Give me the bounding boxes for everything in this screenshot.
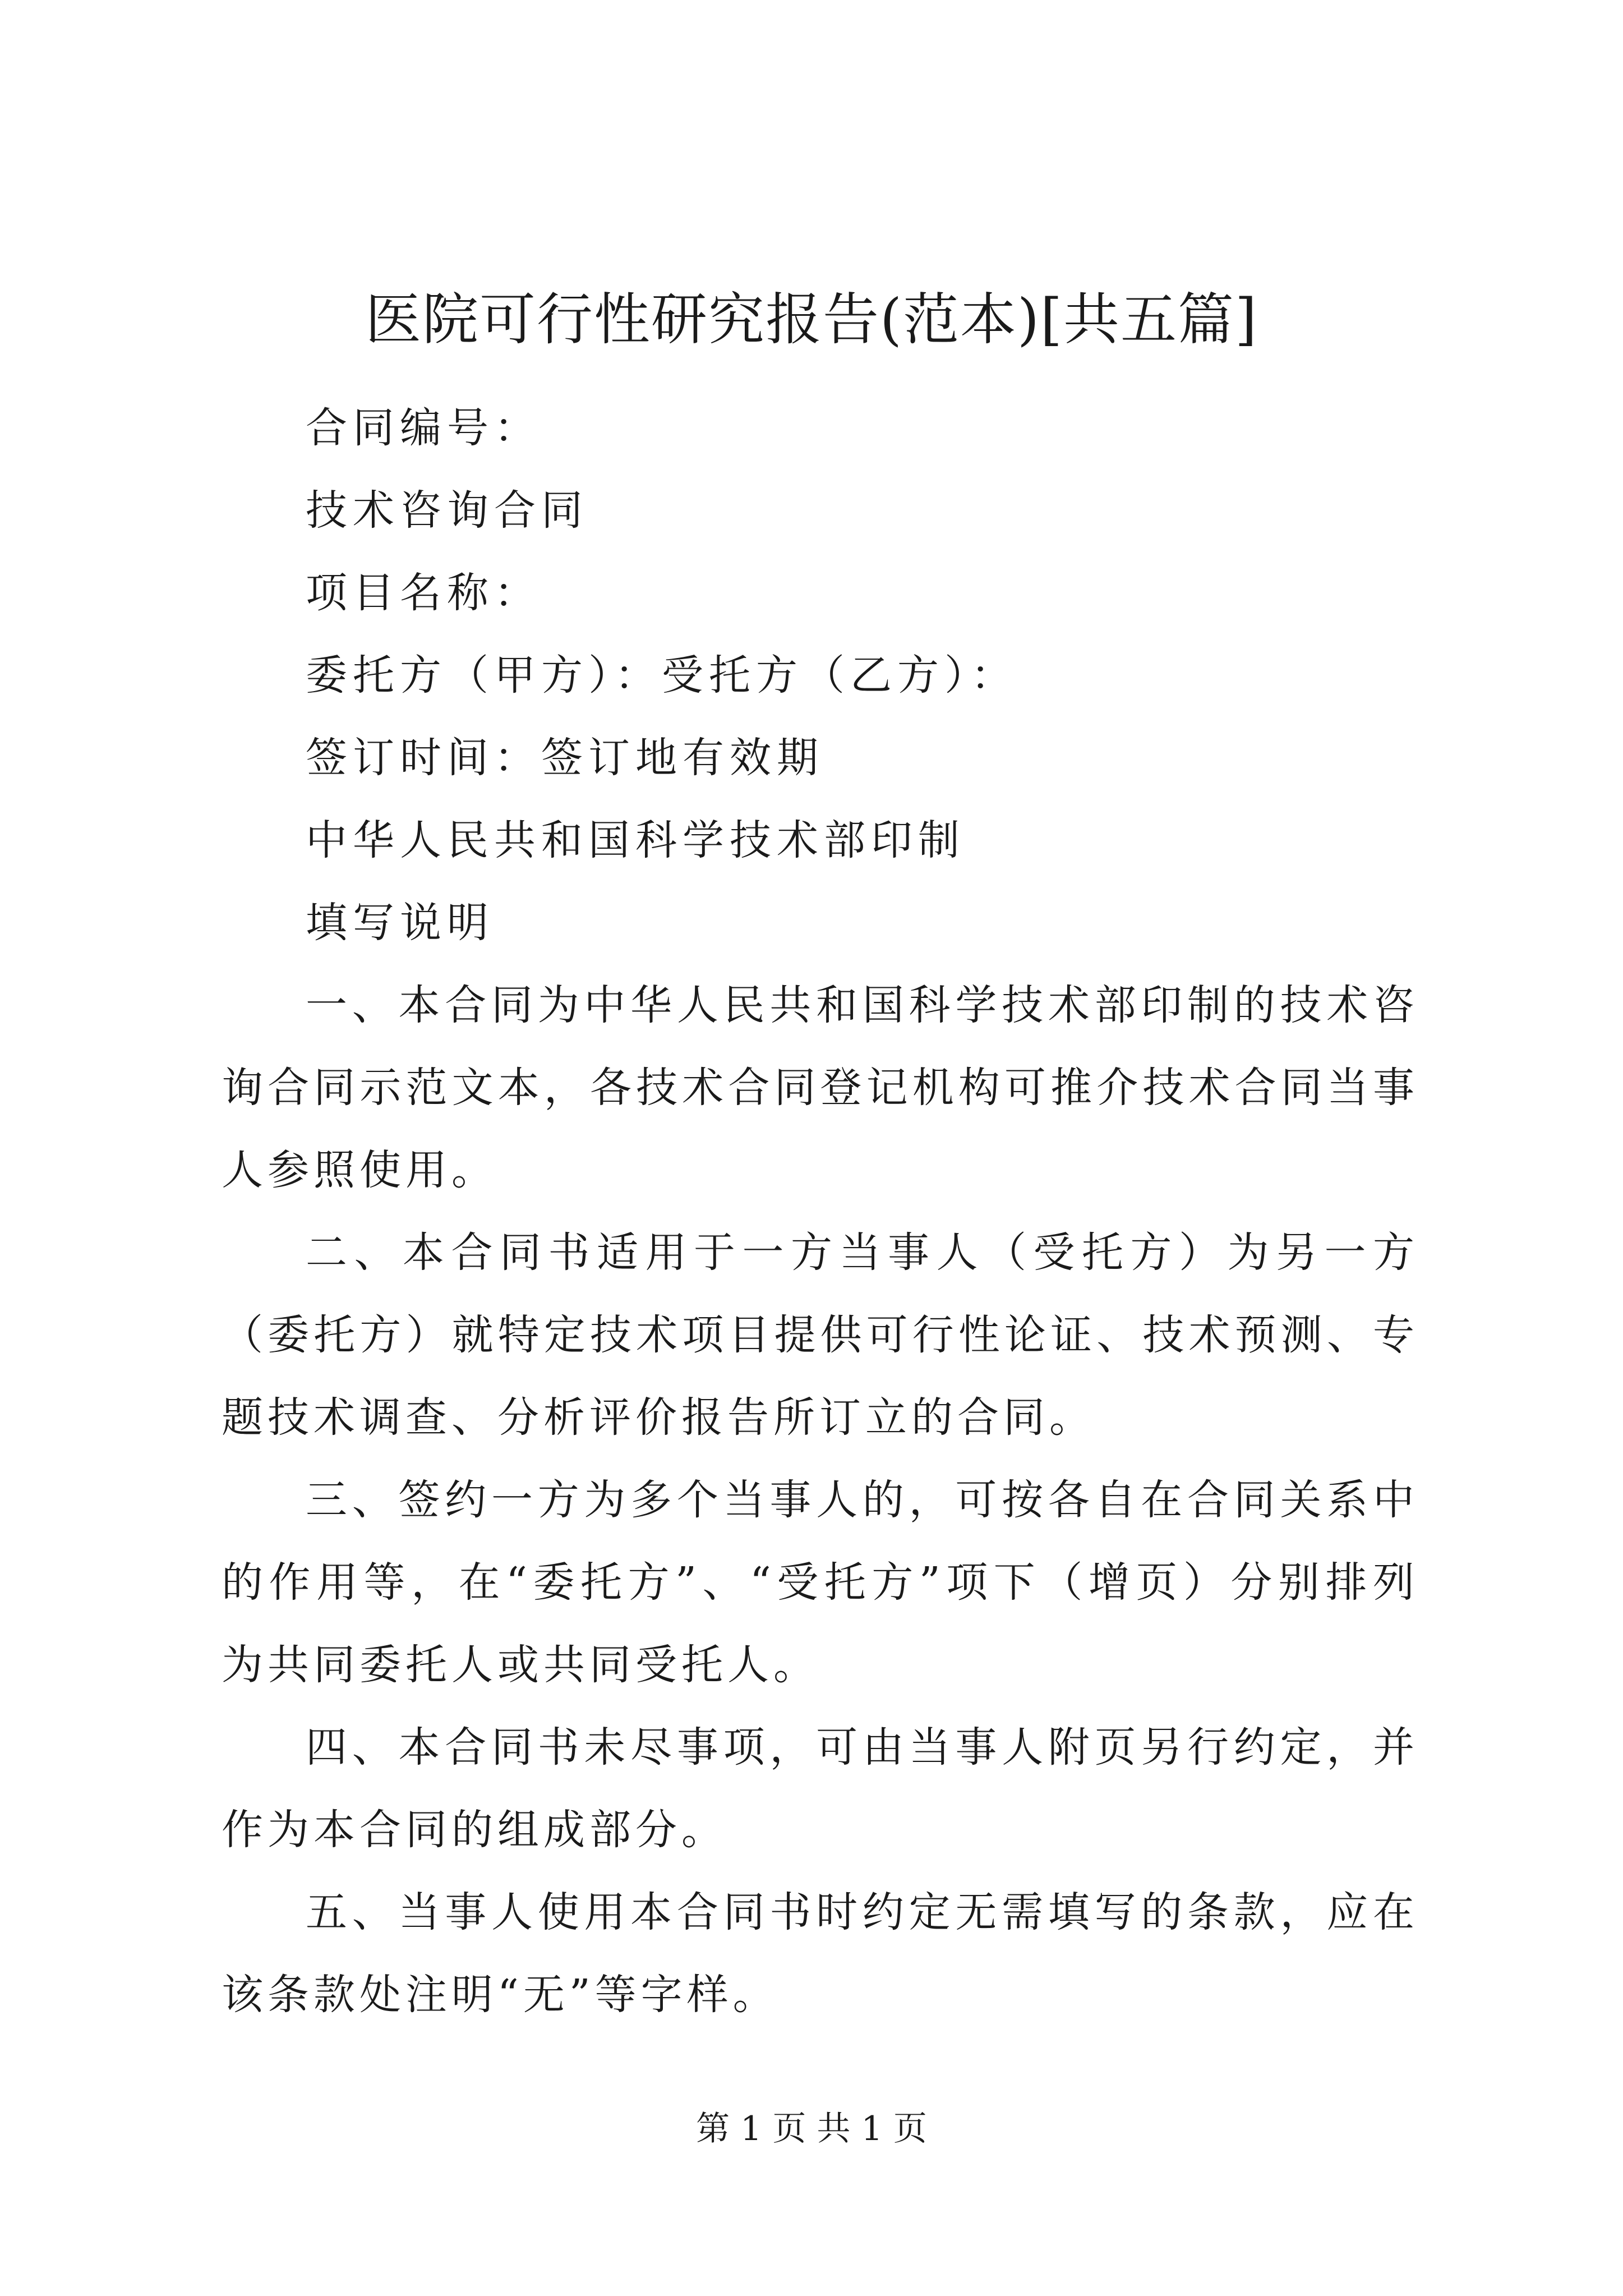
page-footer: 第 1 页 共 1 页 [696,2109,927,2148]
contract-type: 技术咨询合同 [306,486,588,535]
instruction-paragraph: 五、当事人使用本合同书时约定无需填写的条款，应在该条款处注明“无”等字样。 [222,1888,1419,2019]
project-name-label: 项目名称： [306,569,541,617]
issuer-line: 中华人民共和国科学技术部印制 [306,816,965,864]
instructions-heading: 填写说明 [306,899,494,947]
parties-label: 委托方（甲方）：受托方（乙方）： [306,651,1018,700]
signing-info-label: 签订时间：签订地有效期 [306,734,824,782]
contract-number-label: 合同编号： [306,404,541,452]
instruction-paragraph: 一、本合同为中华人民共和国科学技术部印制的技术咨询合同示范文本，各技术合同登记机构可推介技术合同当事人参照使用。 [222,981,1419,1194]
instruction-paragraph: 二、本合同书适用于一方当事人（受托方）为另一方（委托方）就特定技术项目提供可行性论证、技术预测、专题技术调查、分析评价报告所订立的合同。 [222,1228,1419,1442]
instruction-paragraph: 四、本合同书未尽事项，可由当事人附页另行约定，并作为本合同的组成部分。 [222,1723,1419,1854]
document-body [222,387,1419,2036]
instruction-paragraph: 三、签约一方为多个当事人的，可按各自在合同关系中的作用等，在“委托方”、“受托方”项下（增页）分别排列为共同委托人或共同受托人。 [222,1476,1419,1689]
document-title: 医院可行性研究报告(范本)[共五篇] [365,287,1258,352]
